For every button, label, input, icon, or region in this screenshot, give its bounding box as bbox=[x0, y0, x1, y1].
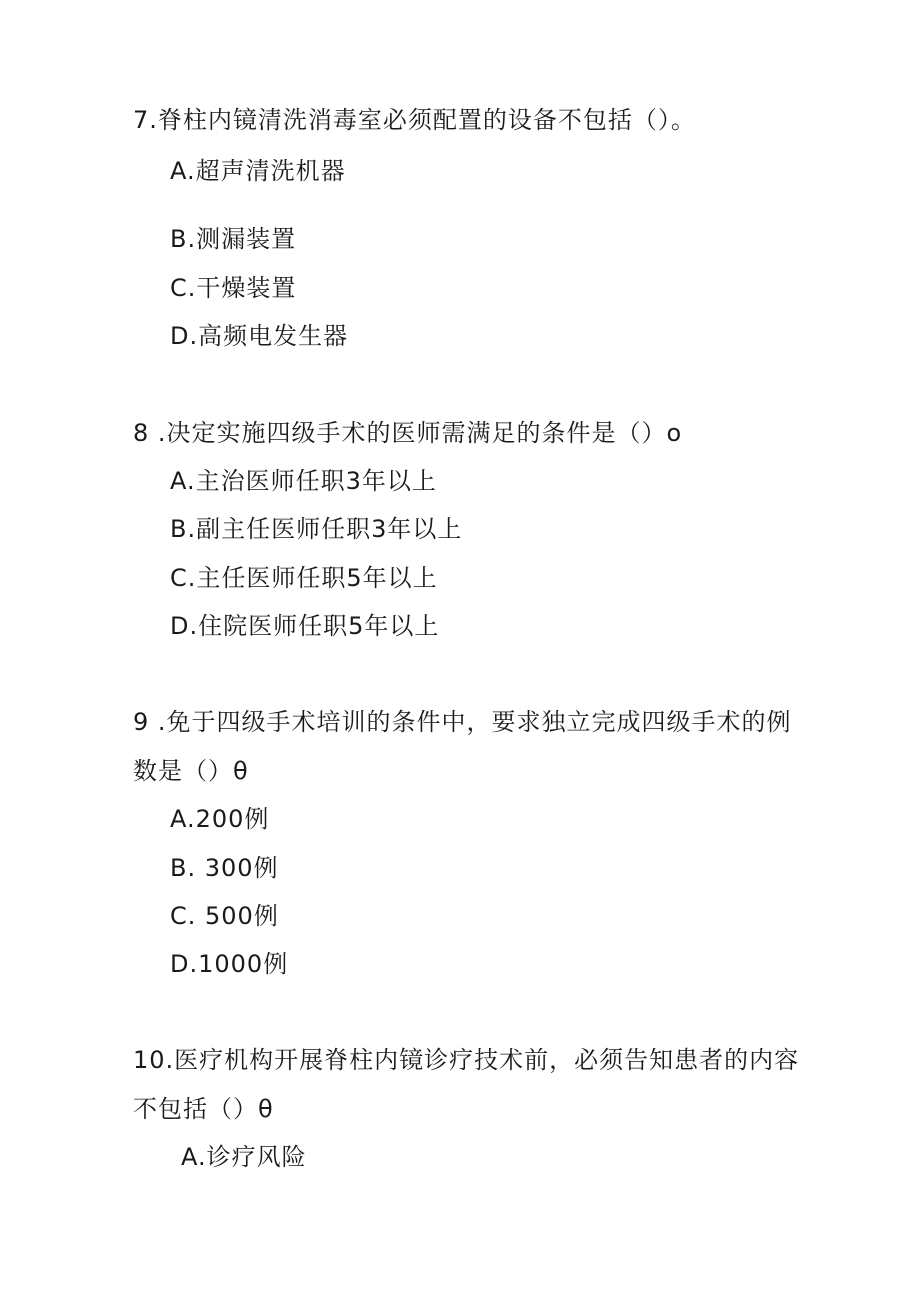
question-10-stem-line-1: 10.医疗机构开展脊柱内镜诊疗技术前，必须告知患者的内容 bbox=[133, 1046, 800, 1074]
question-9-option-d: D.1000例 bbox=[170, 950, 289, 978]
question-7-stem: 7.脊柱内镜清洗消毒室必须配置的设备不包括（）。 bbox=[133, 106, 696, 134]
question-9-option-a: A.200例 bbox=[170, 805, 270, 833]
question-8-option-d: D.住院医师任职5年以上 bbox=[170, 612, 440, 640]
question-7-option-b: B.测漏装置 bbox=[170, 225, 297, 253]
question-10-option-a: A.诊疗风险 bbox=[181, 1143, 307, 1171]
question-8-option-c: C.主任医师任职5年以上 bbox=[170, 564, 438, 592]
question-7-option-d: D.高频电发生器 bbox=[170, 322, 349, 350]
question-9-option-b: B. 300例 bbox=[170, 854, 279, 882]
question-8-stem: 8 .决定实施四级手术的医师需满足的条件是（）o bbox=[133, 419, 683, 447]
question-8-option-a: A.主治医师任职3年以上 bbox=[170, 467, 437, 495]
question-7-option-c: C.干燥装置 bbox=[170, 274, 297, 302]
question-7-option-a: A.超声清洗机器 bbox=[170, 157, 346, 185]
question-10-stem-line-2: 不包括（）θ bbox=[133, 1095, 274, 1123]
question-8-option-b: B.副主任医师任职3年以上 bbox=[170, 515, 463, 543]
question-9-stem-line-2: 数是（）θ bbox=[133, 757, 249, 785]
question-9-stem-line-1: 9 .免于四级手术培训的条件中，要求独立完成四级手术的例 bbox=[133, 708, 792, 736]
question-9-option-c: C. 500例 bbox=[170, 902, 279, 930]
